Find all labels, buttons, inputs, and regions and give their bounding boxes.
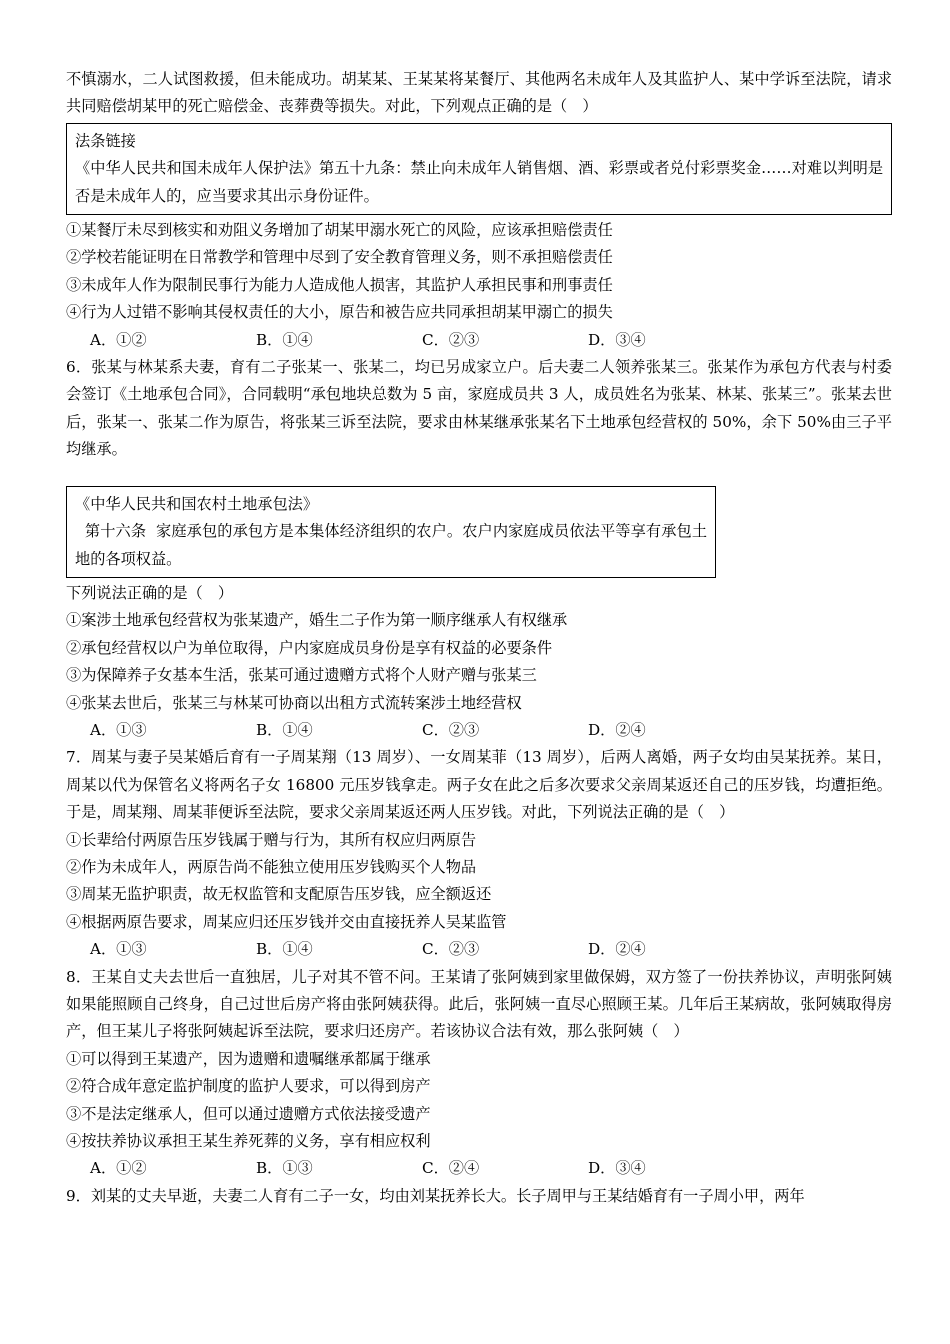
- statement-4: ④张某去世后，张某三与林某可协商以出租方式流转案涉土地经营权: [66, 693, 522, 712]
- option-b[interactable]: B．①④: [256, 330, 313, 349]
- option-b[interactable]: B．①④: [256, 940, 313, 959]
- question-stem: 7．周某与妻子吴某婚后育有一子周某翔（13 周岁）、一女周某菲（13 周岁），后两人离婚，两子女均由吴某抚养。某日，周某以代为保管名义将两名子女 16800 元压岁钱拿走。两子女在此之后多次要求父亲周某返还自己的压岁钱，均遭拒绝。于是，周某翔、周某菲便诉至法院，要求父亲周某返还两人压岁钱。对此，下列说法正确的是（ ）: [66, 748, 892, 822]
- question-stem: 6．张某与林某系夫妻，育有二子张某一、张某二，均已另成家立户。后夫妻二人领养张某三。张某作为承包方代表与村委会签订《土地承包合同》，合同载明“承包地块总数为 5 亩，家庭成员共 3 人，成员姓名为张某、林某、张某三”。张某去世后，张某一、张某二作为原告，将张某三诉至法院，要求由林某继承张某名下土地承包经营权的 50%，余下 50%由三子平均继承。: [66, 358, 892, 459]
- option-b[interactable]: B．①③: [256, 1159, 313, 1178]
- statement-3: ③不是法定继承人，但可以通过遗赠方式依法接受遗产: [66, 1104, 431, 1123]
- statement-2: ②符合成年意定监护制度的监护人要求，可以得到房产: [66, 1077, 431, 1096]
- law-box-title: 法条链接: [75, 131, 136, 150]
- statement-3: ③未成年人作为限制民事行为能力人造成他人损害，其监护人承担民事和刑事责任: [66, 275, 613, 294]
- question-prompt: 下列说法正确的是（ ）: [66, 583, 234, 602]
- answer-options: [66, 717, 892, 744]
- option-d[interactable]: D．②④: [588, 940, 646, 959]
- question-8: [66, 964, 892, 1183]
- statement-3: ③为保障养子女基本生活，张某可通过遗赠方式将个人财产赠与张某三: [66, 666, 537, 685]
- question-stem: 不慎溺水，二人试图救援，但未能成功。胡某某、王某某将某餐厅、其他两名未成年人及其监护人、某中学诉至法院，请求共同赔偿胡某甲的死亡赔偿金、丧葬费等损失。对此，下列观点正确的是（ ）: [66, 70, 892, 116]
- statement-4: ④按扶养协议承担王某生养死葬的义务，享有相应权利: [66, 1132, 431, 1151]
- option-c[interactable]: C．②③: [422, 720, 480, 739]
- option-a[interactable]: A．①②: [90, 330, 147, 349]
- option-c[interactable]: C．②③: [422, 940, 480, 959]
- option-d[interactable]: D．③④: [588, 330, 646, 349]
- question-7: [66, 744, 892, 963]
- statement-2: ②承包经营权以户为单位取得，户内家庭成员身份是享有权益的必要条件: [66, 638, 552, 657]
- law-box-text: 《中华人民共和国未成年人保护法》第五十九条：禁止向未成年人销售烟、酒、彩票或者兑付彩票奖金……对难以判明是否是未成年人的，应当要求其出示身份证件。: [75, 159, 883, 205]
- question-stem: 9．刘某的丈夫早逝，夫妻二人育有二子一女，均由刘某抚养长大。长子周甲与王某结婚育有一子周小甲，两年: [66, 1186, 805, 1205]
- question-stem: 8．王某自丈夫去世后一直独居，儿子对其不管不问。王某请了张阿姨到家里做保姆，双方签了一份扶养协议，声明张阿姨如果能照顾自己终身，自己过世后房产将由张阿姨获得。此后，张阿姨一直尽心照顾王某。几年后王某病故，张阿姨取得房产，但王某儿子将张阿姨起诉至法院，要求归还房产。若该协议合法有效，那么张阿姨（ ）: [66, 967, 892, 1041]
- statement-1: ①案涉土地承包经营权为张某遗产，婚生二子作为第一顺序继承人有权继承: [66, 611, 568, 630]
- law-box-text: 第十六条 家庭承包的承包方是本集体经济组织的农户。农户内家庭成员依法平等享有承包土地的各项权益。: [75, 522, 708, 568]
- statement-1: ①长辈给付两原告压岁钱属于赠与行为，其所有权应归两原告: [66, 830, 477, 849]
- question-5: [66, 66, 892, 354]
- statement-1: ①可以得到王某遗产，因为遗赠和遗嘱继承都属于继承: [66, 1049, 431, 1068]
- option-a[interactable]: A．①②: [90, 1159, 147, 1178]
- exam-page: [66, 66, 892, 1210]
- statement-2: ②学校若能证明在日常教学和管理中尽到了安全教育管理义务，则不承担赔偿责任: [66, 248, 613, 267]
- option-c[interactable]: C．②③: [422, 330, 480, 349]
- answer-options: [66, 936, 892, 963]
- answer-options: [66, 327, 892, 354]
- option-a[interactable]: A．①③: [90, 720, 147, 739]
- statement-4: ④行为人过错不影响其侵权责任的大小，原告和被告应共同承担胡某甲溺亡的损失: [66, 303, 613, 322]
- option-a[interactable]: A．①③: [90, 940, 147, 959]
- law-excerpt-box: [66, 486, 716, 578]
- statement-1: ①某餐厅未尽到核实和劝阻义务增加了胡某甲溺水死亡的风险，应该承担赔偿责任: [66, 221, 613, 240]
- answer-options: [66, 1155, 892, 1182]
- option-b[interactable]: B．①④: [256, 720, 313, 739]
- question-6: [66, 354, 892, 744]
- question-9: [66, 1183, 892, 1210]
- law-box-title: 《中华人民共和国农村土地承包法》: [75, 494, 318, 513]
- option-c[interactable]: C．②④: [422, 1159, 480, 1178]
- option-d[interactable]: D．②④: [588, 720, 646, 739]
- statement-3: ③周某无监护职责，故无权监管和支配原告压岁钱，应全额返还: [66, 885, 492, 904]
- option-d[interactable]: D．③④: [588, 1159, 646, 1178]
- law-excerpt-box: [66, 123, 892, 215]
- statement-4: ④根据两原告要求，周某应归还压岁钱并交由直接抚养人吴某监管: [66, 912, 507, 931]
- statement-2: ②作为未成年人，两原告尚不能独立使用压岁钱购买个人物品: [66, 857, 477, 876]
